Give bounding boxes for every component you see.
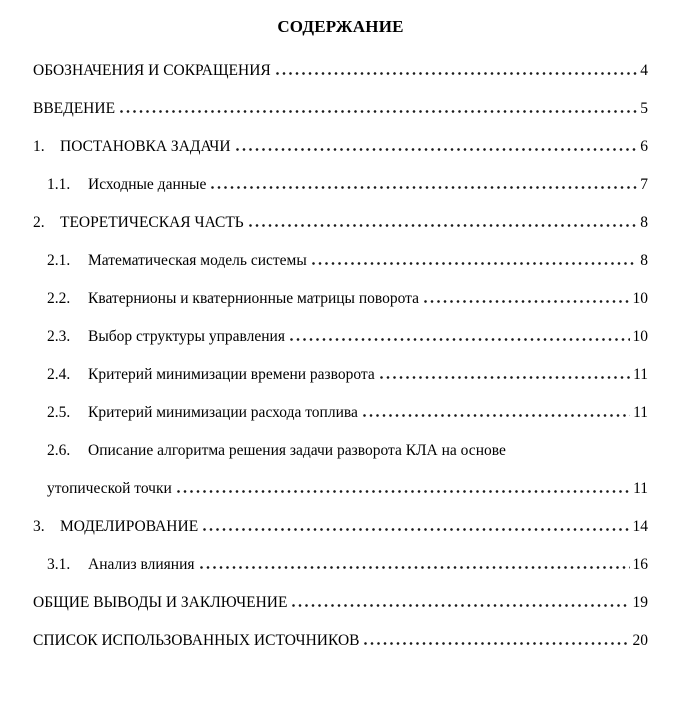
toc-entry-number: 2.4.: [47, 366, 71, 383]
toc-dot-leader: [290, 338, 630, 341]
toc-entry-page: 11: [633, 366, 648, 383]
toc-entry-page: 8: [640, 252, 648, 269]
toc-entry-label: Выбор структуры управления: [88, 328, 285, 345]
toc-entry-label: ТЕОРЕТИЧЕСКАЯ ЧАСТЬ: [60, 214, 244, 231]
toc-entry[interactable]: [33, 280, 648, 318]
toc-entry-label: Анализ влияния: [88, 556, 195, 573]
toc-entry[interactable]: [33, 242, 648, 280]
toc-dot-leader: [312, 262, 637, 265]
toc-entry-page: 8: [640, 214, 648, 231]
toc-dot-leader: [236, 148, 638, 151]
toc-dot-leader: [200, 566, 630, 569]
toc-entry[interactable]: [33, 470, 648, 508]
toc-entry[interactable]: [33, 128, 648, 166]
toc-entry-number: 3.: [33, 518, 45, 535]
toc-dot-leader: [276, 72, 638, 75]
toc-title: СОДЕРЖАНИЕ: [277, 17, 404, 36]
toc-dot-leader: [203, 528, 629, 531]
toc-entry[interactable]: [33, 508, 648, 546]
toc-entry-page: 4: [640, 62, 648, 79]
toc-entry-page: 6: [640, 138, 648, 155]
toc-entry-label: ОБЩИЕ ВЫВОДЫ И ЗАКЛЮЧЕНИЕ: [33, 594, 288, 611]
toc-entry-label: Кватернионы и кватернионные матрицы поворота: [88, 290, 419, 307]
toc-entry-page: 19: [632, 594, 648, 611]
toc-entry[interactable]: [33, 318, 648, 356]
toc-entry-number: 1.: [33, 138, 45, 155]
toc-entry[interactable]: [33, 584, 648, 622]
toc-entry[interactable]: [33, 622, 648, 660]
toc-dot-leader: [177, 490, 630, 493]
toc-entry-label: Исходные данные: [88, 176, 207, 193]
toc-dot-leader: [424, 300, 630, 303]
toc-entry[interactable]: [33, 546, 648, 584]
toc-dot-leader: [292, 604, 629, 607]
toc-entry-page: 16: [632, 556, 648, 573]
toc-entry-number: 2.2.: [47, 290, 71, 307]
toc-dot-leader: [249, 224, 638, 227]
toc-entry-label: ПОСТАНОВКА ЗАДАЧИ: [60, 138, 231, 155]
toc-entry-label: Математическая модель системы: [88, 252, 307, 269]
toc-entry-number: 1.1.: [47, 176, 71, 193]
toc-dot-leader: [380, 376, 630, 379]
toc-entry-label: СПИСОК ИСПОЛЬЗОВАННЫХ ИСТОЧНИКОВ: [33, 632, 360, 649]
toc-entry-number: 2.1.: [47, 252, 71, 269]
toc-entry-page: 7: [640, 176, 648, 193]
toc-entry-label: ОБОЗНАЧЕНИЯ И СОКРАЩЕНИЯ: [33, 62, 271, 79]
toc-entry-number: 3.1.: [47, 556, 71, 573]
toc-entry[interactable]: [33, 166, 648, 204]
toc-entry[interactable]: [33, 432, 648, 470]
toc-entry[interactable]: [33, 394, 648, 432]
toc-entry-label: МОДЕЛИРОВАНИЕ: [60, 518, 199, 535]
toc-dot-leader: [364, 642, 629, 645]
toc-entry-page: 5: [640, 100, 648, 117]
toc-entry-page: 14: [632, 518, 648, 535]
toc-entry[interactable]: [33, 356, 648, 394]
toc-entry-page: 11: [633, 404, 648, 421]
toc-entry[interactable]: [33, 90, 648, 128]
toc-entry-label: ВВЕДЕНИЕ: [33, 100, 116, 117]
toc-entry[interactable]: [33, 204, 648, 242]
toc-entry-number: 2.: [33, 214, 45, 231]
toc-entry-page: 10: [632, 328, 648, 345]
toc-entry-page: 20: [632, 632, 648, 649]
toc-entry-label: утопической точки: [47, 480, 172, 497]
toc-dot-leader: [363, 414, 630, 417]
toc-entry[interactable]: [33, 52, 648, 90]
toc-entry-number: 2.5.: [47, 404, 71, 421]
toc-dot-leader: [211, 186, 637, 189]
toc-entry-number: 2.6.: [47, 442, 71, 459]
toc-entry-label: Критерий минимизации времени разворота: [88, 366, 375, 383]
toc-entry-page: 11: [633, 480, 648, 497]
toc-entry-page: 10: [632, 290, 648, 307]
toc-dot-leader: [120, 110, 637, 113]
toc-list: [33, 52, 648, 660]
toc-entry-number: 2.3.: [47, 328, 71, 345]
toc-entry-label: Критерий минимизации расхода топлива: [88, 404, 358, 421]
toc-entry-label: Описание алгоритма решения задачи разворота КЛА на основе: [88, 442, 506, 459]
